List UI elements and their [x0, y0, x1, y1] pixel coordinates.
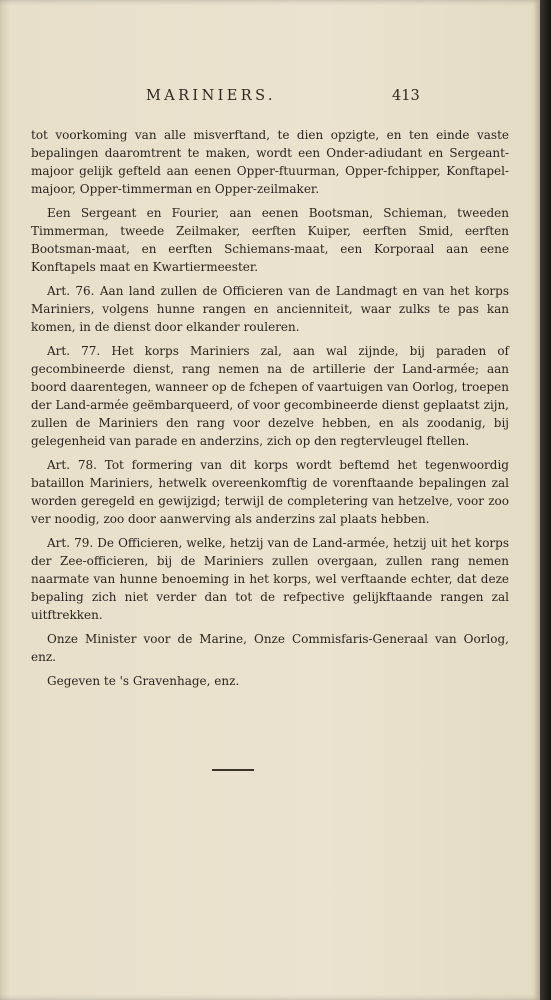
end-rule	[212, 769, 254, 771]
body-text	[31, 126, 509, 696]
paragraph-art-76: Art. 76. Aan land zullen de Officieren van de Landmagt en van het korps Mariniers, volgens hunne rangen en ancienniteit, waar zulks te pas kan komen, in de dienst door elkander rouleren.	[31, 284, 509, 334]
page-number: 413	[392, 88, 420, 104]
paragraph-art-77: Art. 77. Het korps Mariniers zal, aan wal zijnde, bij paraden of gecombineerde dienst, rang nemen na de artillerie der Land-armée; aan boord daarentegen, wanneer op de fchepen of vaartuigen van Oorlog, troepen der Land-armée geëmbarqueerd, of voor gecombineerde dienst geplaatst zijn, zullen de Mariniers den rang voor dezelve hebben, en als zoodanig, bij gelegenheid van parade en anderzins, zich op den regtervleugel ftellen.	[31, 344, 509, 448]
paragraph-given: Gegeven te 's Gravenhage, enz.	[47, 674, 240, 688]
paragraph-art-78: Art. 78. Tot formering van dit korps wordt beftemd het tegenwoordig bataillon Mariniers, hetwelk overeenkomftig de vorenftaande bepalingen zal worden geregeld en gewijzigd; terwijl de completering van hetzelve, voor zoo ver noodig, zoo door aanwerving als anderzins zal plaats hebben.	[31, 458, 509, 526]
paragraph-art-79: Art. 79. De Officieren, welke, hetzij van de Land-armée, hetzij uit het korps der Zee-officieren, bij de Mariniers zullen overgaan, zullen rang nemen naarmate van hunne benoeming in het korps, wel verftaande echter, dat deze bepaling zich niet verder dan tot de refpective gelijkftaande rangen zal uitftrekken.	[31, 536, 509, 622]
running-head: MARINIERS.	[146, 88, 276, 104]
paragraph-ranks: Een Sergeant en Fourier, aan eenen Bootsman, Schieman, tweeden Timmerman, tweede Zeilmaker, eerften Kuiper, eerften Smid, eerften Bootsman-maat, en eerften Schiemans-maat, een Korporaal aan eene Konftapels maat en Kwartiermeester.	[31, 206, 509, 274]
paragraph-continuation: tot voorkoming van alle misverftand, te dien opzigte, en ten einde vaste bepalingen daaromtrent te maken, wordt een Onder-adiudant en Sergeant-majoor gelijk gefteld aan eenen Opper-ftuurman, Opper-fchipper, Konftapel-majoor, Opper-timmerman en Opper-zeilmaker.	[31, 128, 509, 196]
page-header	[0, 88, 540, 108]
paragraph-ministers: Onze Minister voor de Marine, Onze Commisfaris-Generaal van Oorlog, enz.	[31, 632, 509, 664]
book-edge	[540, 0, 551, 1000]
